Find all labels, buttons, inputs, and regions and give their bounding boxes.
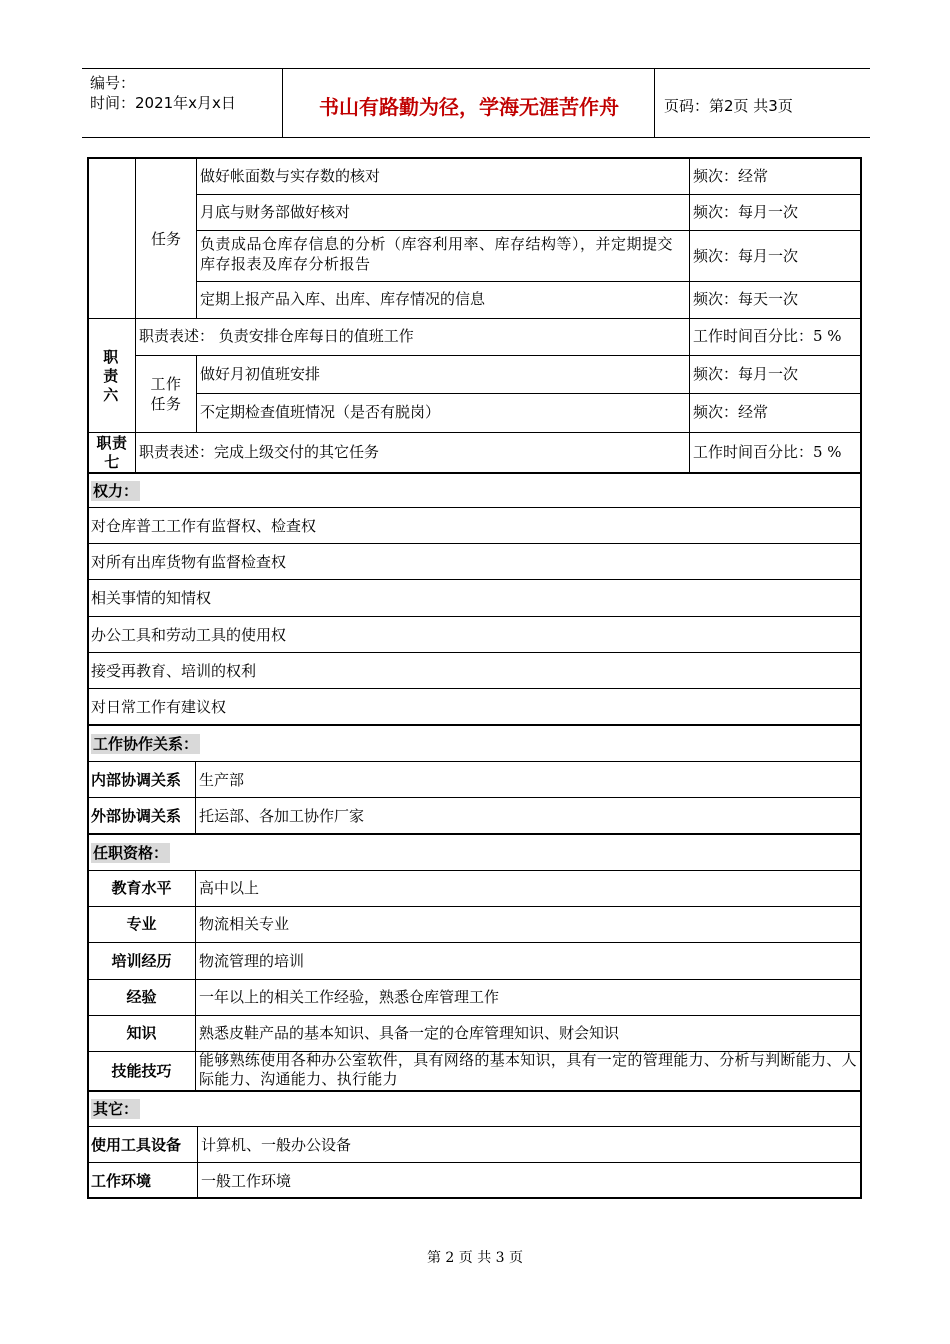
task-frequency: 频次：每天一次 — [693, 290, 799, 308]
work-time-percent: 工作时间百分比：5 % — [693, 443, 842, 461]
qualification-value: 高中以上 — [199, 879, 260, 897]
task-text: 不定期检查值班情况（是否有脱岗） — [200, 403, 441, 421]
work-time-percent: 工作时间百分比：5 % — [693, 327, 842, 345]
qualification-label: 培训经历 — [111, 952, 172, 970]
page-footer: 第 2 页 共 3 页 — [426, 1250, 524, 1266]
power-item: 办公工具和劳动工具的使用权 — [91, 626, 287, 644]
external-relations-value: 托运部、各加工协作厂家 — [199, 807, 365, 825]
task-text: 做好月初值班安排 — [200, 365, 321, 383]
tools-value: 计算机、一般办公设备 — [201, 1136, 352, 1154]
table-border-bottom — [87, 1197, 862, 1199]
serial-label: 编号： — [90, 74, 136, 92]
qualification-label: 教育水平 — [111, 879, 172, 897]
table-border-top — [87, 157, 862, 159]
internal-relations-label: 内部协调关系 — [91, 771, 182, 789]
internal-relations-value: 生产部 — [199, 771, 245, 789]
tools-label: 使用工具设备 — [91, 1136, 182, 1154]
qualification-value: 物流相关专业 — [199, 915, 290, 933]
qualification-label: 技能技巧 — [111, 1062, 172, 1080]
qualification-value: 熟悉皮鞋产品的基本知识、具备一定的仓库管理知识、财会知识 — [199, 1024, 620, 1042]
task-frequency: 频次：每月一次 — [693, 365, 799, 383]
qualification-value: 物流管理的培训 — [199, 952, 305, 970]
task-label: 任务 — [150, 230, 181, 248]
header-motto: 书山有路勤为径，学海无涯苦作舟 — [319, 95, 619, 119]
duty-description: 职责表述：完成上级交付的其它任务 — [139, 443, 380, 461]
section-title-qualification: 任职资格： — [93, 844, 169, 862]
task-text: 月底与财务部做好核对 — [200, 203, 351, 221]
qualification-value: 能够熟练使用各种办公室软件，具有网络的基本知识，具有一定的管理能力、分析与判断能力、人际能力、沟通能力、执行能力 — [199, 1051, 857, 1088]
task-frequency: 频次：每月一次 — [693, 247, 799, 265]
duty-seven-label: 职责七 — [96, 434, 128, 471]
header-page-number: 页码：第2页 共3页 — [664, 97, 793, 115]
date-label: 时间：2021年x月x日 — [90, 94, 236, 112]
section-title-power: 权力： — [93, 482, 139, 500]
task-frequency: 频次：每月一次 — [693, 203, 799, 221]
task-frequency: 频次：经常 — [693, 167, 769, 185]
qualification-value: 一年以上的相关工作经验，熟悉仓库管理工作 — [199, 988, 500, 1006]
power-item: 对所有出库货物有监督检查权 — [91, 553, 287, 571]
qualification-label: 经验 — [126, 988, 157, 1006]
task-text: 负责成品仓库存信息的分析（库容利用率、库存结构等），并定期提交库存报表及库存分析报告 — [200, 235, 674, 273]
duty-six-label: 职责六 — [103, 348, 119, 404]
task-text: 做好帐面数与实存数的核对 — [200, 167, 381, 185]
qualification-label: 知识 — [126, 1024, 157, 1042]
external-relations-label: 外部协调关系 — [91, 807, 182, 825]
section-title-other: 其它： — [93, 1100, 139, 1118]
qualification-label: 专业 — [126, 915, 157, 933]
duty-description: 职责表述： 负责安排仓库每日的值班工作 — [139, 327, 414, 345]
table-border-right — [860, 157, 862, 1198]
section-title-relations: 工作协作关系： — [93, 735, 199, 753]
environment-value: 一般工作环境 — [201, 1172, 292, 1190]
power-item: 对仓库普工工作有监督权、检查权 — [91, 517, 317, 535]
power-item: 相关事情的知情权 — [91, 589, 212, 607]
task-text: 定期上报产品入库、出库、库存情况的信息 — [200, 290, 486, 308]
environment-label: 工作环境 — [91, 1172, 152, 1190]
task-frequency: 频次：经常 — [693, 403, 769, 421]
work-task-label: 工作任务 — [150, 375, 182, 413]
power-item: 对日常工作有建议权 — [91, 698, 227, 716]
power-item: 接受再教育、培训的权利 — [91, 662, 257, 680]
